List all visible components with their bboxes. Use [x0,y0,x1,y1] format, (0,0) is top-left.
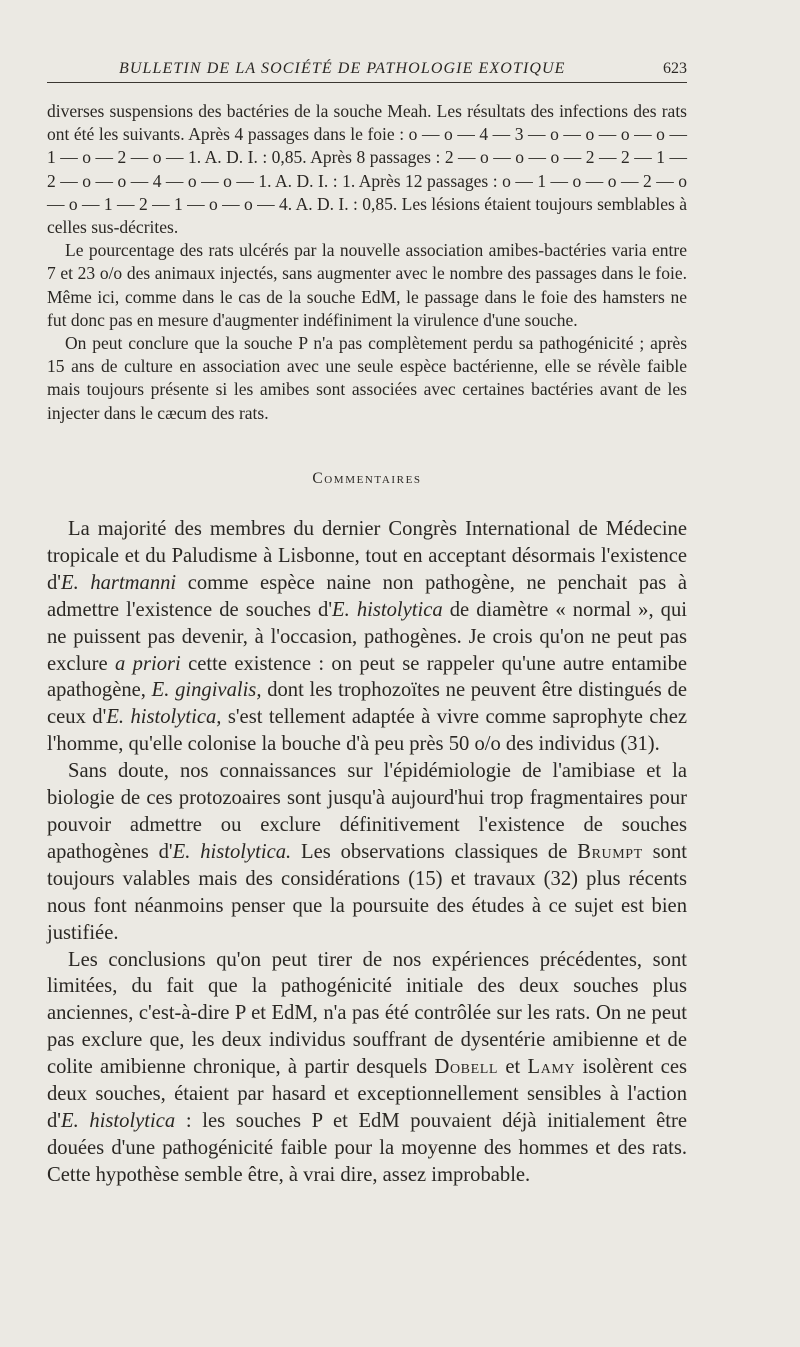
results-section [47,100,687,425]
paragraph-comment-1: La majorité des membres du dernier Congrès International de Médecine tropicale et du Paludisme à Lisbonne, tout en acceptant désormais l'existence d'E. hartmanni comme espèce naine non pathogène, ne penchait pas à admettre l'existence de souches d'E. histolytica de diamètre « normal », qui ne puissent pas devenir, à l'occasion, pathogènes. Je crois qu'on ne peut pas exclure a priori cette existence : on peut se rappeler qu'une autre entamibe apathogène, E. gingivalis, dont les trophozoïtes ne peuvent être distingués de ceux d'E. histolytica, s'est tellement adaptée à vivre comme saprophyte chez l'homme, qu'elle colonise la bouche d'à peu près 50 o/o des individus (31). [47,518,688,756]
species-name: E. hartmanni [61,571,177,594]
section-heading: Commentaires [312,470,422,487]
species-name: E. histolytica. [172,840,292,863]
paragraph-results: diverses suspensions des bactéries de la souche Meah. Les résultats des infections des rats ont été les suivants. Après 4 passages dans le foie : o — o — 4 — 3 — o — o — o — o — 1 — o — 2 — o — 1. A. D. I. : 0,85. Après 8 passages : 2 — o — o — o — 2 — 2 — 1 — 2 — o — o — 4 — o — o — 1. A. D. I. : 1. Après 12 passages : o — 1 — o — o — 2 — o — o — 1 — 2 — 1 — o — o — 4. A. D. I. : 0,85. Les lésions étaient toujours semblables à celles sus-décrites. [47,101,687,238]
running-header [47,56,687,83]
species-name: E. gingivalis, [151,679,262,702]
author-name: Dobell [434,1056,499,1079]
species-name: E. histolytica [61,1109,176,1132]
page-number: 623 [663,60,687,77]
paragraph-comment-2: Sans doute, nos connaissances sur l'épidémiologie de l'amibiase et la biologie de ces protozoaires sont jusqu'à aujourd'hui trop fragmentaires pour pouvoir admettre ou exclure définitivement l'existence de souches apathogènes d'E. histolytica. Les observations classiques de Brumpt sont toujours valables mais des considérations (15) et travaux (32) plus récents nous font néanmoins penser que la poursuite des études à ce sujet est bien justifiée. [47,760,687,944]
running-title: BULLETIN DE LA SOCIÉTÉ DE PATHOLOGIE EXOTIQUE [119,60,566,77]
species-name: E. histolytica, [106,706,222,729]
author-name: Lamy [527,1056,576,1079]
species-name: E. histolytica [332,598,443,621]
latin-phrase: a priori [114,652,181,675]
paragraph-comment-3: Les conclusions qu'on peut tirer de nos expériences précédentes, sont limitées, du fait que la pathogénicité initiale des deux souches plus anciennes, c'est-à-dire P et EdM, n'a pas été contrôlée sur les rats. On ne peut pas exclure que, les deux individus souffrant de dysentérie amibienne et de colite amibienne chronique, à partir desquels Dobell et Lamy isolèrent ces deux souches, étaient par hasard et exceptionnellement sensibles à l'action d'E. histolytica : les souches P et EdM pouvaient déjà initialement être douées d'une pathogénicité faible pour la moyenne des hommes et des rats. Cette hypothèse semble être, à vrai dire, assez improbable. [47,948,687,1186]
paragraph-conclusion: On peut conclure que la souche P n'a pas complètement perdu sa pathogénicité ; après 15 ans de culture en association avec une seule espèce bactérienne, elle se révèle faible mais toujours présente si les amibes sont associées avec certaines bactéries avant de les injecter dans le cæcum des rats. [47,333,687,423]
comments-section [47,516,687,1189]
paragraph-percentage: Le pourcentage des rats ulcérés par la nouvelle association amibes-bactéries varia entre 7 et 23 o/o des animaux injectés, sans augmenter avec le nombre des passages dans le foie. Même ici, comme dans le cas de la souche EdM, le passage dans le foie des hamsters ne fut donc pas en mesure d'augmenter indéfiniment la virulence d'une souche. [47,240,687,330]
author-name: Brumpt [577,840,643,863]
